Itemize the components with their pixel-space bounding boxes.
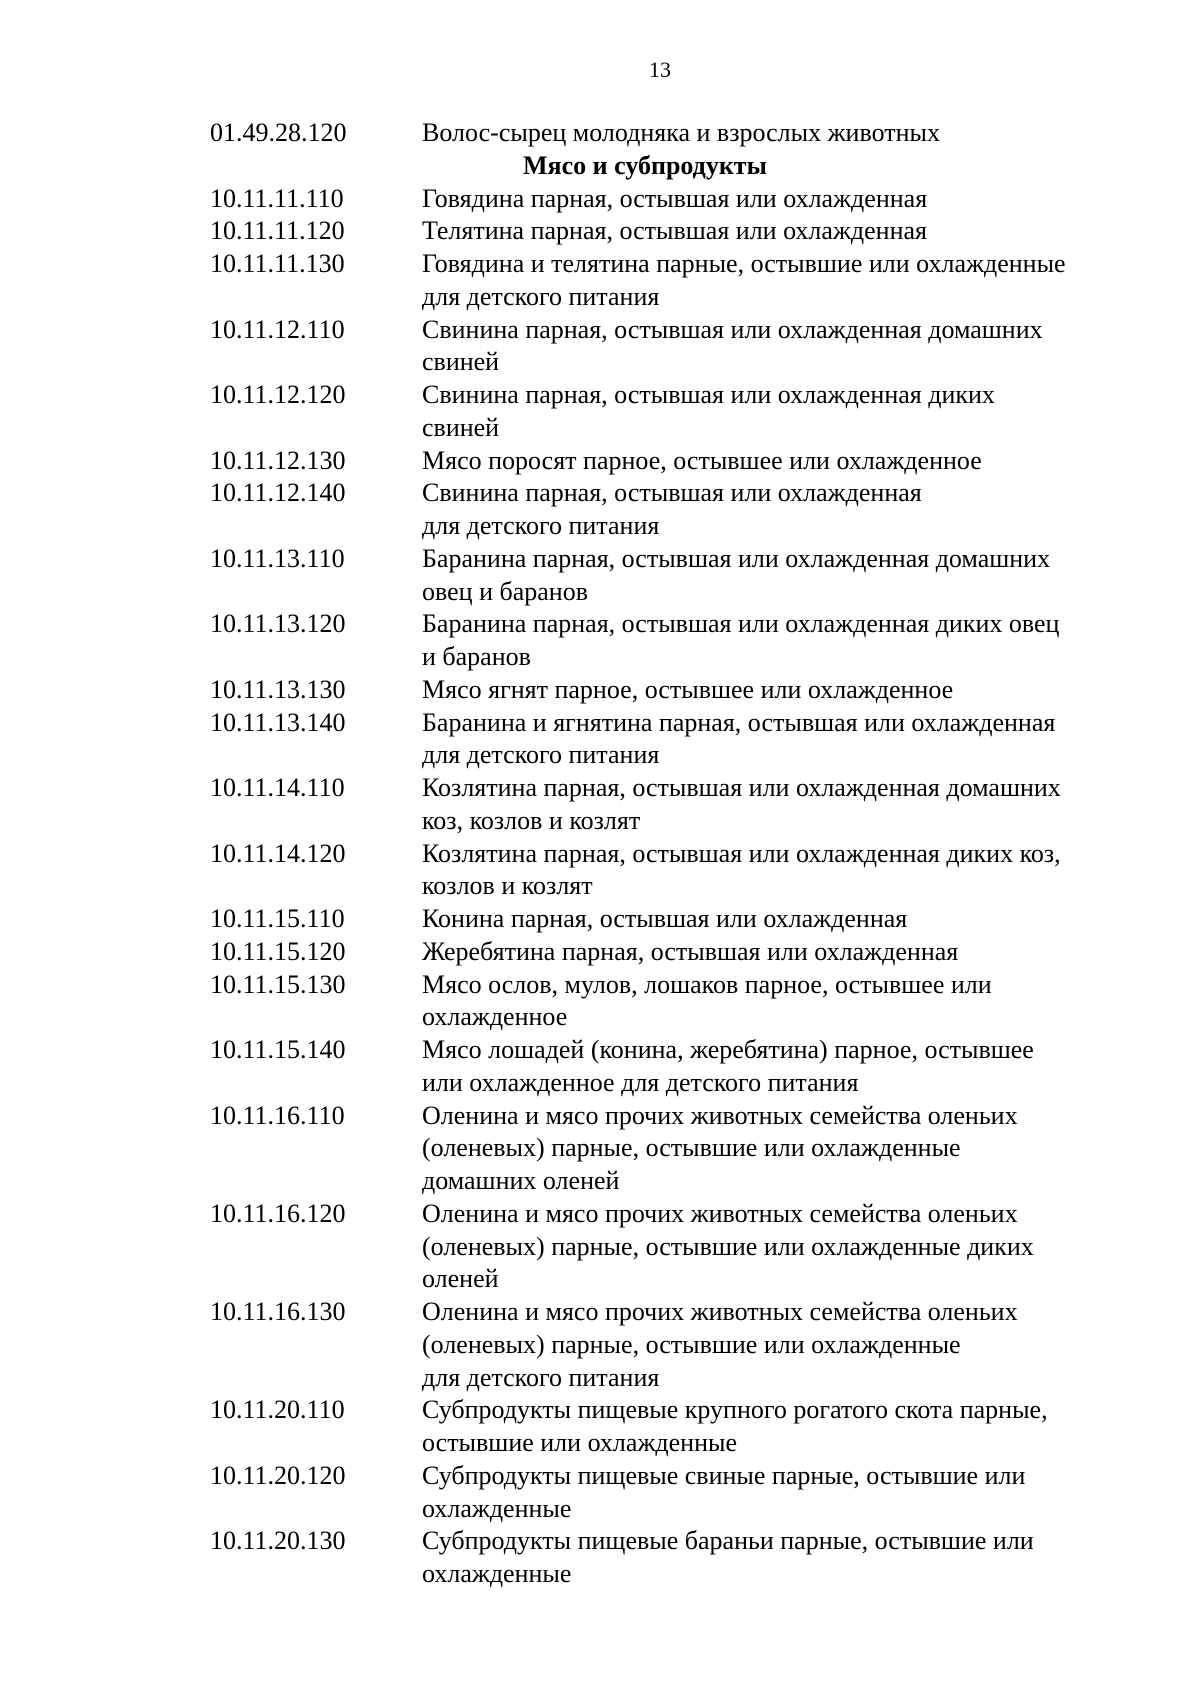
list-item: [0, 903, 1200, 936]
description-line: или охлажденное для детского питания: [422, 1067, 859, 1097]
description-line: для детского питания: [422, 740, 660, 770]
description-line: Жеребятина парная, остывшая или охлажденная: [422, 936, 959, 966]
item-description: [422, 379, 1142, 445]
description-line: свиней: [422, 412, 500, 442]
list-item: [0, 838, 1200, 904]
description-line: Свинина парная, остывшая или охлажденная: [422, 478, 922, 508]
description-line: Баранина парная, остывшая или охлажденная домашних: [422, 543, 1051, 573]
description-line: домашних оленей: [422, 1166, 620, 1195]
description-line: охлажденное: [422, 1002, 568, 1032]
description-line: Баранина парная, остывшая или охлажденная диких овец: [422, 609, 1060, 639]
item-description: [422, 838, 1142, 904]
item-code: 10.11.11.110: [210, 183, 344, 213]
list-item: [0, 183, 1200, 216]
item-code: 10.11.16.130: [210, 1297, 346, 1326]
item-code: 10.11.13.110: [210, 543, 345, 573]
item-code: 10.11.15.140: [210, 1035, 346, 1064]
classification-list: [0, 117, 1200, 1591]
section-header: Мясо и субпродукты: [523, 150, 767, 180]
item-description: [422, 674, 1142, 707]
description-line: Конина парная, остывшая или охлажденная: [422, 904, 908, 933]
list-item: [0, 674, 1200, 707]
list-item: [0, 707, 1200, 773]
item-description: [422, 1198, 1142, 1296]
page-number: 13: [649, 57, 671, 82]
item-description: [422, 969, 1142, 1035]
description-line: Козлятина парная, остывшая или охлажденная домашних: [422, 773, 1061, 802]
description-line: Волос-сырец молодняка и взрослых животных: [422, 118, 940, 147]
item-code: 10.11.16.120: [210, 1198, 346, 1228]
list-item: [0, 1034, 1200, 1100]
item-code: 10.11.12.130: [210, 445, 346, 475]
item-code: 10.11.13.120: [210, 609, 346, 639]
item-code: 10.11.14.110: [210, 773, 345, 802]
description-line: Баранина и ягнятина парная, остывшая или охлажденная: [422, 707, 1056, 737]
description-line: Мясо лошадей (конина, жеребятина) парное, остывшее: [422, 1035, 1034, 1064]
list-item: [0, 543, 1200, 609]
description-line: Свинина парная, остывшая или охлажденная диких: [422, 380, 995, 409]
list-item: [0, 477, 1200, 543]
list-item: [0, 445, 1200, 478]
item-description: [422, 1296, 1142, 1394]
description-line: Телятина парная, остывшая или охлажденная: [422, 216, 928, 246]
description-line: овец и баранов: [422, 576, 588, 606]
description-line: Мясо ослов, мулов, лошаков парное, остывшее или: [422, 969, 992, 999]
description-line: для детского питания: [422, 281, 660, 311]
item-description: [422, 707, 1142, 773]
item-code: 10.11.12.140: [210, 478, 346, 508]
list-item: [0, 248, 1200, 314]
item-code: 10.11.12.120: [210, 380, 346, 409]
description-line: коз, козлов и козлят: [422, 805, 641, 835]
item-code: 10.11.12.110: [210, 314, 345, 344]
item-code: 10.11.15.110: [210, 904, 345, 933]
item-description: [422, 1100, 1142, 1198]
description-line: для детского питания: [422, 1362, 660, 1392]
list-item: [0, 314, 1200, 380]
description-line: Оленина и мясо прочих животных семейства оленьих: [422, 1198, 1018, 1228]
item-code: 01.49.28.120: [210, 118, 347, 147]
description-line: Оленина и мясо прочих животных семейства оленьих: [422, 1100, 1018, 1130]
description-line: охлажденные: [422, 1493, 572, 1523]
description-line: Козлятина парная, остывшая или охлажденная диких коз,: [422, 838, 1061, 868]
item-description: [422, 248, 1142, 314]
item-code: 10.11.15.130: [210, 969, 346, 999]
item-description: [422, 215, 1142, 248]
item-description: [422, 543, 1142, 609]
item-code: 10.11.11.120: [210, 216, 345, 246]
description-line: Оленина и мясо прочих животных семейства оленьих: [422, 1297, 1018, 1326]
description-line: Мясо ягнят парное, остывшее или охлажденное: [422, 674, 954, 704]
item-description: [422, 477, 1142, 543]
description-line: Свинина парная, остывшая или охлажденная домашних: [422, 314, 1043, 344]
description-line: и баранов: [422, 642, 531, 671]
description-line: Мясо поросят парное, остывшее или охлажденное: [422, 445, 982, 475]
description-line: для детского питания: [422, 511, 660, 540]
description-line: Говядина и телятина парные, остывшие или охлажденные: [422, 249, 1066, 278]
list-item: [0, 1100, 1200, 1198]
item-code: 10.11.20.130: [210, 1526, 346, 1556]
item-code: 10.11.11.130: [210, 249, 345, 278]
item-code: 10.11.20.120: [210, 1460, 346, 1490]
list-item: [0, 379, 1200, 445]
description-line: Субпродукты пищевые свиные парные, остывшие или: [422, 1460, 1026, 1490]
item-description: [422, 1460, 1142, 1526]
list-item: [0, 215, 1200, 248]
item-description: [422, 1525, 1142, 1591]
item-description: [422, 936, 1142, 969]
list-item: [0, 772, 1200, 838]
list-item: [0, 608, 1200, 674]
list-item: [0, 1394, 1200, 1460]
item-description: [422, 608, 1142, 674]
item-description: [422, 183, 1142, 216]
item-code: 10.11.13.130: [210, 674, 346, 704]
description-line: остывшие или охлажденные: [422, 1428, 738, 1457]
item-description: [422, 903, 1142, 936]
list-item: [0, 1460, 1200, 1526]
item-code: 10.11.15.120: [210, 936, 346, 966]
description-line: оленей: [422, 1264, 499, 1294]
list-item: [0, 1525, 1200, 1591]
item-description: [422, 445, 1142, 478]
item-description: [422, 1034, 1142, 1100]
item-description: [422, 772, 1142, 838]
description-line: (оленевых) парные, остывшие или охлажденные: [422, 1133, 961, 1163]
item-code: 10.11.20.110: [210, 1395, 345, 1425]
description-line: охлажденные: [422, 1559, 572, 1588]
item-description: [422, 314, 1142, 380]
item-description: [422, 117, 1142, 150]
description-line: козлов и козлят: [422, 871, 593, 901]
description-line: Говядина парная, остывшая или охлажденная: [422, 183, 928, 213]
list-item: [0, 969, 1200, 1035]
list-item: [0, 1296, 1200, 1394]
description-line: Субпродукты пищевые бараньи парные, остывшие или: [422, 1526, 1034, 1556]
list-item: [0, 936, 1200, 969]
description-line: (оленевых) парные, остывшие или охлажденные: [422, 1329, 961, 1359]
item-description: [422, 1394, 1142, 1460]
item-code: 10.11.16.110: [210, 1100, 345, 1130]
description-line: Субпродукты пищевые крупного рогатого скота парные,: [422, 1395, 1048, 1425]
list-item: [0, 117, 1200, 150]
item-code: 10.11.13.140: [210, 707, 346, 737]
description-line: свиней: [422, 347, 500, 377]
description-line: (оленевых) парные, остывшие или охлажденные диких: [422, 1231, 1034, 1261]
item-code: 10.11.14.120: [210, 838, 346, 868]
list-item: [0, 1198, 1200, 1296]
